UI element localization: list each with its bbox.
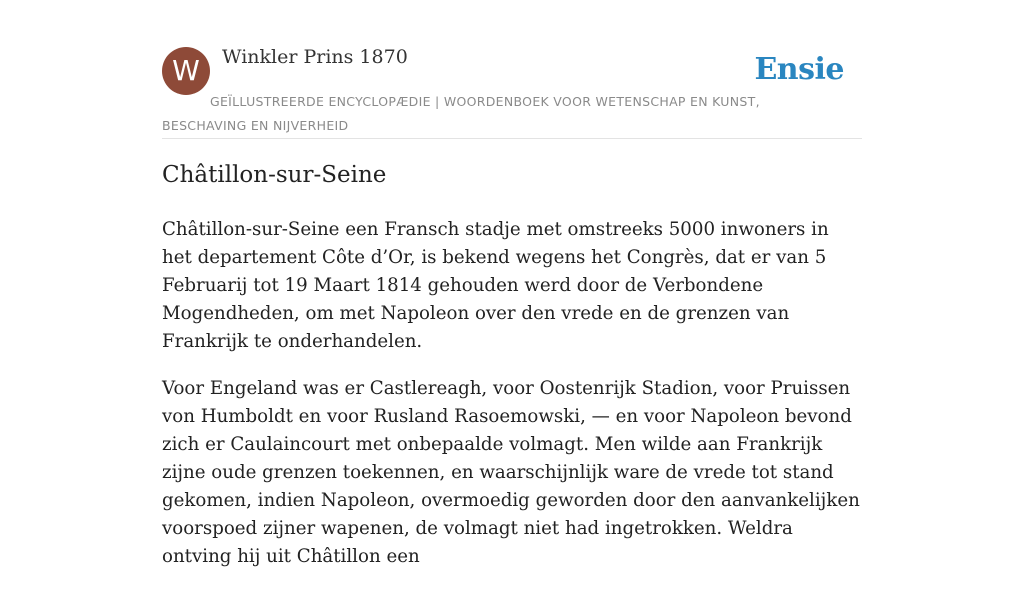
divider xyxy=(162,138,862,139)
avatar[interactable]: W xyxy=(162,47,210,95)
brand-logo[interactable]: Ensie xyxy=(754,52,844,87)
article-body xyxy=(162,216,862,590)
source-title[interactable]: Winkler Prins 1870 xyxy=(222,46,408,68)
source-subtitle: GEÏLLUSTREERDE ENCYCLOPÆDIE | WOORDENBOEK VOOR WETENSCHAP EN KUNST, BESCHAVING EN NIJVERHEID xyxy=(162,94,760,133)
article-title: Châtillon-sur-Seine xyxy=(162,162,387,188)
article-paragraph: Châtillon-sur-Seine een Fransch stadje met omstreeks 5000 inwoners in het departement Côte d’Or, is bekend wegens het Congrès, dat er van 5 Februarij tot 19 Maart 1814 gehouden werd door de Verbondene Mogendheden, om met Napoleon over den vrede en de grenzen van Frankrijk te onderhandelen. xyxy=(162,219,829,352)
article-paragraph: Voor Engeland was er Castlereagh, voor Oostenrijk Stadion, voor Pruissen von Humboldt en voor Rusland Rasoemowski, — en voor Napoleon bevond zich er Caulaincourt met onbepaalde volmagt. Men wilde aan Frankrijk zijne oude grenzen toekennen, en waarschijnlijk ware de vrede tot stand gekomen, indien Napoleon, overmoedig geworden door den aanvankelijken voorspoed zijner wapenen, de volmagt niet had ingetrokken. Weldra ontving hij uit Châtillon een xyxy=(162,378,860,567)
